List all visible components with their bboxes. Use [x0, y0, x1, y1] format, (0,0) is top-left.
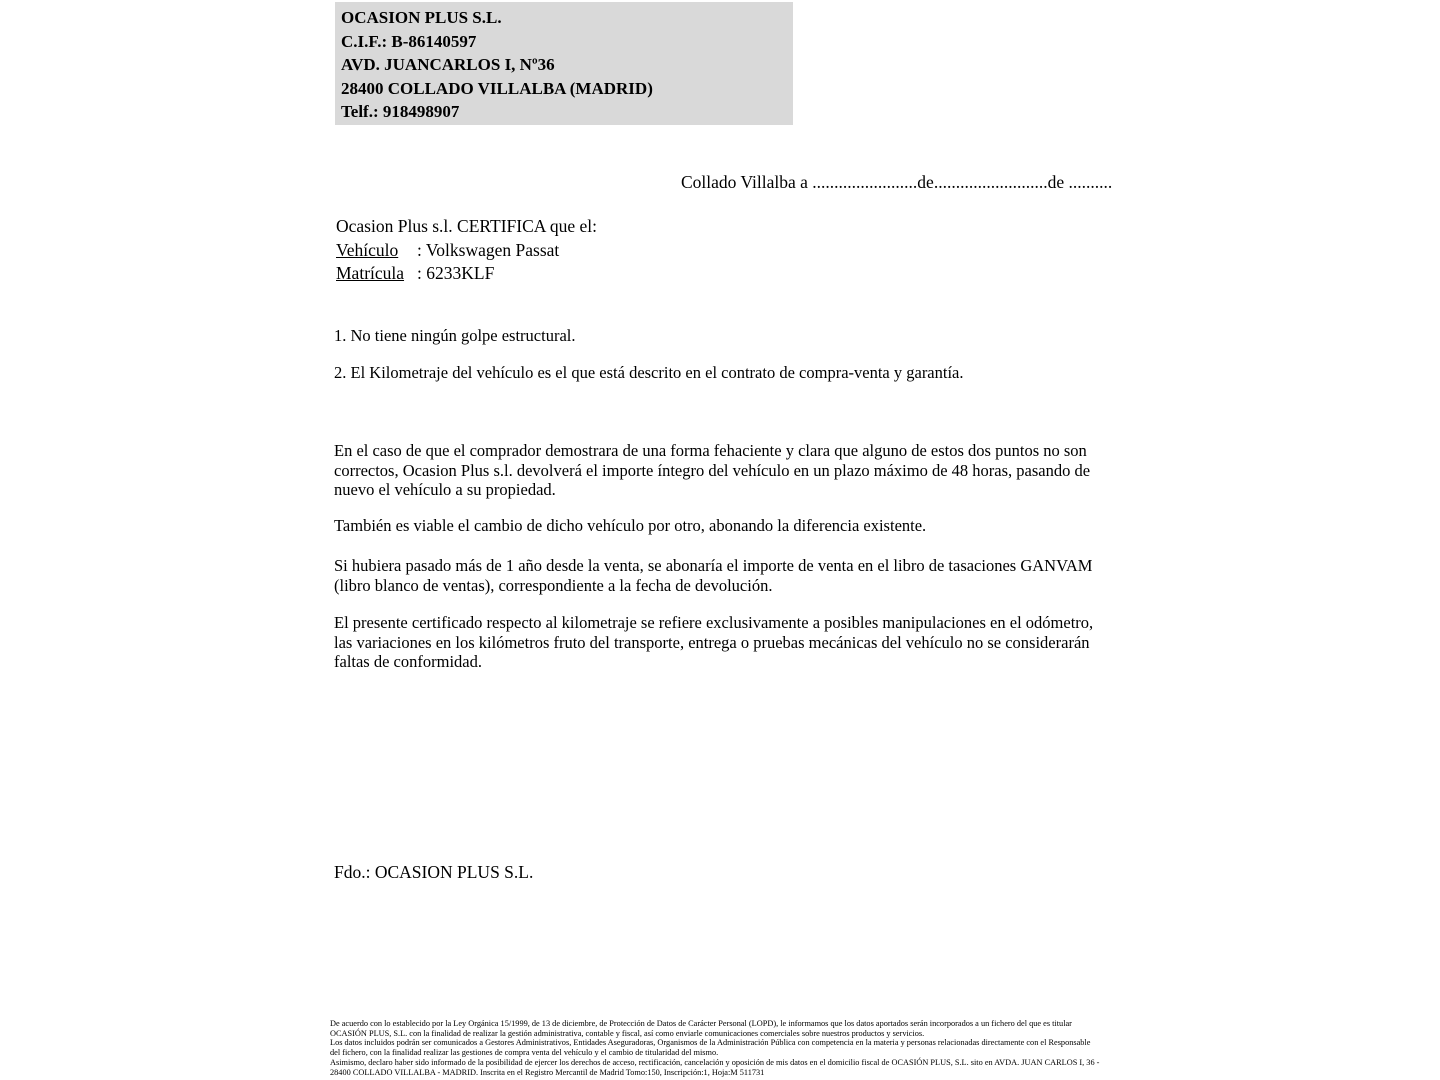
company-cif: C.I.F.: B-86140597: [341, 31, 477, 51]
legal-paragraph-rights: Asimismo, declaro haber sido informado de la posibilidad de ejercer los derechos de acceso, rectificación, cancelación y oposición de mis datos en el domicilio fiscal de OCASIÓN PLUS, S.L. sito en AVDA. JUAN CARLOS I, 36 - 28400 COLLADO VILLALBA - MADRID. Inscrita en el Registro Mercantil de Madrid Tomo:150, Inscripción:1, Hoja:M 511731: [330, 1057, 1100, 1077]
odometer-paragraph: El presente certificado respecto al kilometraje se refiere exclusivamente a posibles manipulaciones en el odómetro, las variaciones en los kilómetros fruto del transporte, entrega o pruebas mecánicas del vehículo no se considerarán faltas de conformidad.: [334, 613, 1094, 672]
company-address: AVD. JUANCARLOS I, Nº36: [341, 55, 555, 75]
certification-block: [336, 215, 597, 286]
condition-point-1: 1. No tiene ningún golpe estructural.: [334, 326, 576, 345]
vehicle-value: : Volkswagen Passat: [417, 239, 560, 260]
legal-paragraph-lopd: De acuerdo con lo establecido por la Ley Orgánica 15/1999, de 13 de diciembre, de Protección de Datos de Carácter Personal (LOPD), le informamos que los datos aportados serán incorporados a un fichero del que es titular OCASIÓN PLUS, S.L. con la finalidad de realizar la gestión administrativa, contable y fiscal, así como enviarle comunicaciones comerciales sobre nuestros productos y servicios.: [330, 1019, 1072, 1038]
vehicle-field-row: [336, 239, 597, 263]
plate-label: Matrícula: [336, 263, 405, 283]
company-city: 28400 COLLADO VILLALBA (MADRID): [341, 78, 653, 98]
company-phone: Telf.: 918498907: [341, 102, 460, 122]
condition-point-2: 2. El Kilometraje del vehículo es el que está descrito en el contrato de compra-venta y garantía.: [334, 363, 964, 382]
refund-paragraph: En el caso de que el comprador demostrara de una forma fehaciente y clara que alguno de estos dos puntos no son correctos, Ocasion Plus s.l. devolverá el importe íntegro del vehículo en un plazo máximo de 48 horas, pasando de nuevo el vehículo a su propiedad.: [334, 441, 1091, 500]
vehicle-label-cell: [336, 239, 417, 263]
company-name: OCASION PLUS S.L.: [341, 8, 502, 27]
date-line: Collado Villalba a ........................de..........................de ..........: [681, 172, 1113, 192]
company-header-box: [335, 2, 793, 125]
signature-line: Fdo.: OCASION PLUS S.L.: [334, 862, 534, 882]
legal-paragraph-data-sharing: Los datos incluidos podrán ser comunicados a Gestores Administrativos, Entidades Aseguradoras, Organismos de la Administración Pública con competencia en la materia y personas relacionadas directamente con el Responsable del fichero, con la finalidad realizar las gestiones de compra venta del vehículo y el cambio de titularidad del mismo.: [330, 1038, 1091, 1058]
vehicle-label: Vehículo: [336, 239, 399, 260]
legal-footer: [330, 1019, 1102, 1077]
ganvam-paragraph: Si hubiera pasado más de 1 año desde la venta, se abonaría el importe de venta en el libro de tasaciones GANVAM (libro blanco de ventas), correspondiente a la fecha de devolución.: [334, 556, 1093, 595]
plate-value: : 6233KLF: [417, 263, 495, 283]
plate-field-row: [336, 262, 597, 286]
certification-intro: Ocasion Plus s.l. CERTIFICA que el:: [336, 216, 597, 236]
exchange-paragraph: También es viable el cambio de dicho vehículo por otro, abonando la diferencia existente.: [334, 516, 927, 535]
plate-label-cell: [336, 262, 417, 286]
